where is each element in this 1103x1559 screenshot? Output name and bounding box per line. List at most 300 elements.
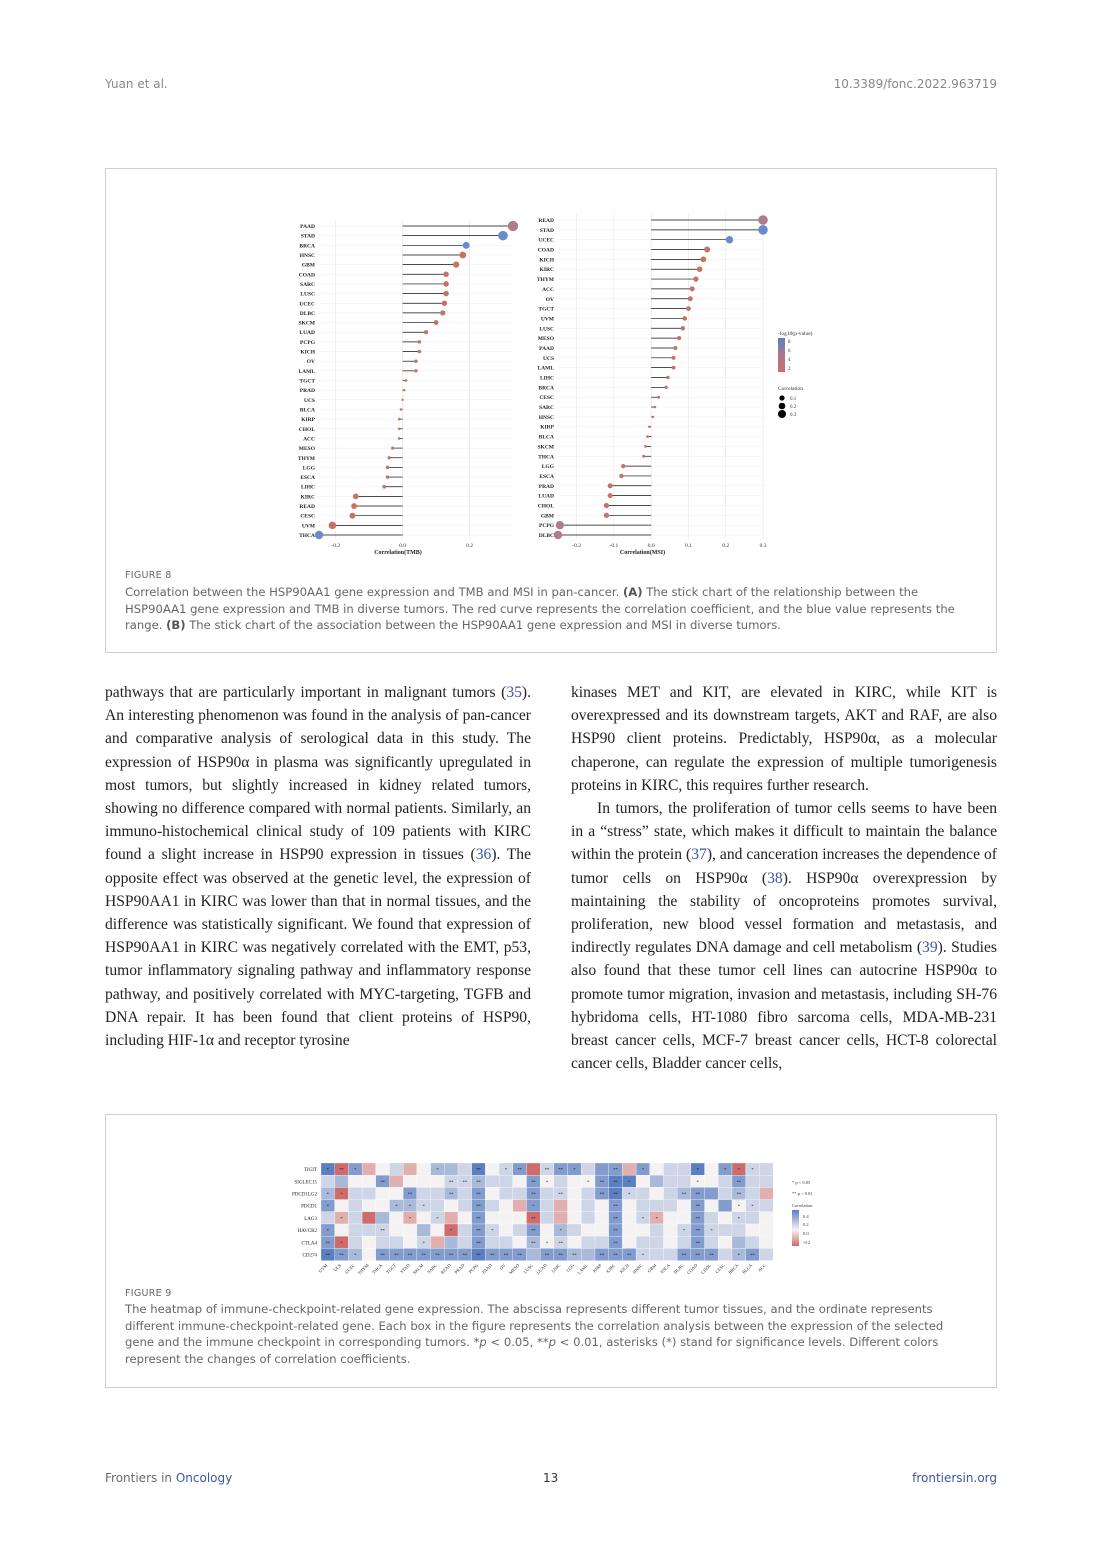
heatmap-row-label: SIGLEC15 [294, 1180, 317, 1186]
significance-mark: ** [448, 1191, 454, 1197]
heatmap-cell [362, 1200, 376, 1212]
category-label: PCPG [300, 339, 315, 346]
x-tick-label: 0.0 [399, 543, 407, 549]
heatmap-cell [650, 1236, 664, 1248]
lollipop-dot [697, 266, 703, 272]
heatmap-cell [513, 1175, 527, 1187]
significance-mark: * [628, 1179, 631, 1185]
legend-size-title: Correlation [778, 386, 804, 392]
heatmap-cell [485, 1212, 499, 1224]
category-label: DLBC [538, 533, 554, 539]
category-label: UCS [542, 355, 554, 362]
lollipop-dot [414, 360, 417, 363]
category-label: OV [545, 296, 554, 303]
lollipop-dot [690, 286, 695, 291]
category-label: CESC [300, 513, 315, 520]
category-label: PCPG [539, 523, 554, 530]
heatmap-cell [417, 1224, 431, 1236]
heatmap-cell [622, 1224, 636, 1236]
category-label: THCA [538, 454, 554, 461]
heatmap-cell [458, 1200, 472, 1212]
legend-heat-colorbar [792, 1210, 799, 1246]
category-label: SKCM [537, 444, 554, 451]
heatmap-cell [732, 1224, 746, 1236]
heatmap-cell [581, 1200, 595, 1212]
significance-mark: * [710, 1228, 713, 1234]
heatmap-cell [417, 1212, 431, 1224]
heatmap-cell [622, 1200, 636, 1212]
significance-mark: * [545, 1179, 549, 1185]
heatmap-cell [581, 1248, 595, 1260]
heatmap-column-label: ACC [756, 1262, 767, 1273]
lollipop-dot [418, 350, 422, 354]
legend-size-label: 0.3 [790, 413, 797, 418]
x-axis-label: Correlation(MSI) [619, 550, 666, 556]
heatmap-column-label: MESO [507, 1262, 521, 1276]
figure-8-caption [125, 584, 974, 634]
significance-mark: ** [627, 1252, 632, 1258]
heatmap-cell [362, 1163, 376, 1175]
heatmap-column-label: PAAD [481, 1262, 493, 1275]
category-label: SKCM [298, 320, 315, 327]
heatmap-column-label: KIRP [591, 1262, 603, 1274]
category-label: LAML [298, 368, 315, 375]
heatmap-cell [321, 1175, 335, 1187]
lollipop-dot [329, 522, 336, 529]
category-label: MESO [537, 336, 554, 343]
heatmap-cell [417, 1187, 431, 1199]
significance-mark: ** [448, 1179, 454, 1185]
heatmap-cell [458, 1236, 472, 1248]
lollipop-dot [619, 474, 623, 478]
heatmap-cell [540, 1224, 554, 1236]
heatmap-row-label: PDCD1LG2 [291, 1192, 317, 1198]
lollipop-dot [677, 336, 681, 340]
heatmap-cell [664, 1175, 678, 1187]
significance-mark: ** [709, 1252, 714, 1258]
x-tick-label: 0.0 [647, 543, 655, 549]
significance-mark: ** [613, 1228, 618, 1234]
category-label: THYM [297, 455, 315, 462]
significance-mark: * [737, 1215, 740, 1221]
heatmap-cell [581, 1224, 595, 1236]
heatmap-cell [376, 1212, 390, 1224]
significance-mark: * [724, 1167, 727, 1173]
heatmap-cell [513, 1212, 527, 1224]
significance-mark: ** [558, 1252, 563, 1258]
category-label: SARC [300, 281, 315, 288]
heatmap-cell [335, 1175, 349, 1187]
significance-mark: ** [572, 1252, 577, 1258]
heatmap-cell [664, 1200, 678, 1212]
caption-panel-a-tag: (A) [622, 585, 643, 599]
significance-mark: ** [407, 1252, 413, 1258]
lollipop-dot [652, 416, 655, 419]
legend-heat-tick: 0.2 [803, 1222, 809, 1227]
significance-mark: * [491, 1228, 494, 1234]
heatmap-cell [718, 1212, 732, 1224]
heatmap-column-label: UVM [317, 1262, 329, 1274]
category-label: HNSC [538, 414, 554, 421]
heatmap-cell [664, 1187, 678, 1199]
heatmap-grid [292, 1163, 773, 1276]
category-label: UVM [301, 523, 315, 530]
category-label: CHOL [537, 503, 554, 510]
heatmap-cell [664, 1163, 678, 1175]
body-column-right [571, 681, 997, 1075]
figure-9-heatmap [106, 1115, 996, 1285]
significance-mark: ** [407, 1191, 413, 1197]
figure-9-label: FIGURE 9 [125, 1288, 172, 1299]
significance-mark: * [751, 1203, 754, 1209]
lollipop-dot [688, 296, 693, 301]
x-tick-label: -0.2 [572, 543, 581, 549]
footer-journal-name[interactable]: Oncology [175, 1471, 233, 1485]
heatmap-cell [513, 1187, 527, 1199]
caption-text: Correlation between the HSP90AA1 gene expression and TMB and MSI in pan-cancer. [125, 585, 623, 599]
significance-mark: ** [695, 1215, 700, 1221]
lollipop-dot [315, 531, 323, 539]
heatmap-cell [485, 1236, 499, 1248]
heatmap-column-label: PRAD [453, 1262, 466, 1275]
heatmap-cell [568, 1212, 582, 1224]
citation-link[interactable]: 39 [922, 939, 938, 957]
lollipop-dot [686, 306, 691, 311]
legend-heat-tick: -0.2 [803, 1240, 811, 1245]
significance-mark: ** [448, 1252, 454, 1258]
heatmap-cell [554, 1212, 568, 1224]
heatmap-cell [362, 1236, 376, 1248]
citation-link[interactable]: 35 [506, 684, 522, 701]
significance-mark: ** [325, 1252, 331, 1258]
lollipop-dot [644, 445, 647, 448]
heatmap-cell [595, 1212, 609, 1224]
heatmap-cell [636, 1187, 650, 1199]
heatmap-cell [664, 1236, 678, 1248]
heatmap-cell [622, 1163, 636, 1175]
category-label: KIRP [301, 417, 315, 424]
lollipop-dot [388, 456, 391, 459]
heatmap-cell [705, 1187, 719, 1199]
heatmap-cell [636, 1236, 650, 1248]
running-header-doi: 10.3389/fonc.2022.963719 [833, 77, 997, 91]
legend-colorbar [778, 338, 785, 372]
caption-text: < 0.05, ** [486, 1335, 549, 1350]
significance-mark: ** [750, 1252, 755, 1258]
significance-mark: * [395, 1203, 398, 1209]
lollipop-dot [604, 513, 609, 518]
heatmap-row-label: HAVCR2 [297, 1229, 317, 1235]
significance-mark: * [559, 1228, 562, 1234]
paragraph [105, 681, 531, 1052]
heatmap-column-label: LAML [576, 1262, 589, 1276]
significance-mark: ** [695, 1191, 700, 1197]
text: ). An interesting phenomenon was found in the analysis of pan-cancer and comparative analysis of serological data in this study. The expression of HSP90α in plasma was significantly upregulated in most tumors, but slightly increased in kidney related tumors, showing no difference compared with normal patients. Similarly, an immuno-histochemical clinical study of 109 patients with KIRC found a slight increase in HSP90 expression in tissues ( [105, 684, 531, 864]
legend-color-title: -log10(p-value) [778, 331, 813, 337]
significance-mark: * [682, 1228, 686, 1234]
category-label: BRCA [538, 385, 554, 392]
category-label: BRCA [299, 243, 315, 250]
significance-mark: * [422, 1240, 425, 1246]
heatmap-cell [499, 1236, 513, 1248]
heatmap-column-label: DLBC [672, 1262, 685, 1275]
heatmap-cell [348, 1236, 362, 1248]
legend-size-dot [779, 395, 784, 400]
significance-mark: * [436, 1215, 439, 1221]
significance-mark: ** [695, 1203, 700, 1209]
heatmap-column-label: LGG [565, 1262, 576, 1273]
lollipop-dot [700, 256, 706, 262]
heatmap-cell [390, 1187, 404, 1199]
heatmap-cell [348, 1212, 362, 1224]
significance-mark: ** [531, 1191, 536, 1197]
significance-mark: * [641, 1215, 645, 1221]
category-label: CESC [539, 395, 554, 402]
figure-9 [105, 1114, 997, 1388]
heatmap-cell [759, 1236, 773, 1248]
category-label: PAAD [539, 345, 554, 352]
heatmap-cell [540, 1212, 554, 1224]
significance-mark: ** [599, 1191, 605, 1197]
significance-mark: ** [613, 1203, 618, 1209]
heatmap-cell [348, 1200, 362, 1212]
significance-mark: * [737, 1167, 740, 1173]
category-label: LIHC [300, 484, 315, 491]
heatmap-cell [650, 1163, 664, 1175]
heatmap-cell [499, 1224, 513, 1236]
heatmap-column-label: BRCA [727, 1262, 740, 1275]
lollipop-dot [401, 399, 403, 401]
legend-heat-tick: 0.4 [803, 1214, 809, 1219]
category-label: LUAD [299, 330, 315, 337]
heatmap-cell [362, 1212, 376, 1224]
significance-mark: * [326, 1203, 329, 1209]
significance-mark: * [641, 1252, 645, 1258]
heatmap-column-label: THYM [356, 1262, 370, 1276]
heatmap-cell [677, 1236, 691, 1248]
caption-p-symbol: p [479, 1335, 487, 1350]
heatmap-cell [527, 1248, 541, 1260]
lollipop-dot [673, 346, 677, 350]
lollipop-dot [443, 291, 449, 297]
lollipop-dot [459, 252, 466, 259]
heatmap-cell [650, 1200, 664, 1212]
lollipop-dot [642, 455, 645, 458]
heatmap-cell [568, 1175, 582, 1187]
heatmap-column-label: CESC [714, 1262, 726, 1275]
lollipop-dot [403, 389, 406, 392]
caption-text: < 0.01, asterisks (*) stand for significance levels. Different colors represent the changes of correlation coefficients. [125, 1335, 939, 1366]
significance-mark: ** [476, 1252, 481, 1258]
significance-mark: * [655, 1215, 658, 1221]
heatmap-cell [390, 1224, 404, 1236]
heatmap-cell [390, 1163, 404, 1175]
category-label: BLCA [299, 407, 315, 414]
significance-mark: ** [380, 1252, 385, 1258]
lollipop-dot [442, 301, 447, 306]
heatmap-cell [554, 1175, 568, 1187]
x-tick-label: 0.2 [722, 543, 730, 549]
significance-mark: ** [476, 1167, 481, 1173]
lollipop-dot [657, 396, 660, 399]
lollipop-dot [386, 466, 389, 469]
lollipop-dot [353, 493, 359, 499]
category-label: LIHC [539, 375, 554, 382]
lollipop-dot [400, 408, 403, 411]
heatmap-cell [718, 1175, 732, 1187]
significance-mark: ** [558, 1167, 563, 1173]
significance-mark: ** [476, 1228, 481, 1234]
heatmap-cell [718, 1224, 732, 1236]
category-label: GBM [301, 262, 315, 269]
category-label: KIRC [300, 494, 315, 501]
significance-mark: * [504, 1167, 508, 1173]
significance-mark: ** [380, 1179, 385, 1185]
significance-mark: * [354, 1167, 357, 1173]
heatmap-cell [622, 1236, 636, 1248]
heatmap-cell [581, 1212, 595, 1224]
caption-text: The stick chart of the relationship between the HSP90AA1 gene expression and TMB in diverse tumors. The red curve represents the correlation coefficient, and the blue value represents the range. [125, 585, 955, 633]
heatmap-cell [718, 1187, 732, 1199]
category-label: UCEC [538, 237, 554, 244]
significance-mark: * [751, 1167, 754, 1173]
text: In tumors, the proliferation of tumor cells seems to have been in a “stress” state, which makes it difficult to maintain the balance within the protein ( [571, 800, 997, 864]
heatmap-row-label: CTLA4 [301, 1241, 317, 1247]
heatmap-column-label: UCS [332, 1262, 343, 1273]
heatmap-cell [636, 1224, 650, 1236]
footer-site-link[interactable]: frontiersin.org [912, 1471, 997, 1485]
heatmap-cell [650, 1175, 664, 1187]
heatmap-cell [444, 1163, 458, 1175]
heatmap-cell [321, 1212, 335, 1224]
heatmap-column-label: BLCA [741, 1262, 754, 1275]
heatmap-cell [458, 1224, 472, 1236]
significance-mark: * [326, 1191, 329, 1197]
heatmap-cell [746, 1224, 760, 1236]
heatmap-cell [705, 1175, 719, 1187]
significance-mark: ** [462, 1179, 468, 1185]
lollipop-dot [758, 215, 768, 225]
heatmap-cell [554, 1200, 568, 1212]
legend-size-label: 0.1 [790, 397, 797, 402]
significance-mark: * [326, 1167, 329, 1173]
significance-mark: * [354, 1252, 357, 1258]
heatmap-cell [677, 1212, 691, 1224]
legend-color-tick: 6 [788, 349, 791, 354]
text: ). HSP90α overexpression by maintaining the stability of oncoproteins promotes survival, proliferation, new blood vessel formation and metastasis, and indirectly regulates DNA damage and cell metabolism ( [571, 869, 997, 957]
significance-mark: * [408, 1215, 412, 1221]
heatmap-cell [513, 1236, 527, 1248]
heatmap-cell [485, 1175, 499, 1187]
category-label: BLCA [538, 434, 554, 441]
heatmap-cell [595, 1163, 609, 1175]
figure-9-caption [125, 1301, 974, 1367]
category-label: KIRC [539, 267, 554, 274]
lollipop-dot [405, 379, 408, 382]
heatmap-cell [431, 1236, 445, 1248]
significance-mark: ** [339, 1167, 344, 1173]
citation-link[interactable]: 37 [691, 846, 707, 864]
heatmap-cell [348, 1187, 362, 1199]
significance-mark: ** [736, 1191, 742, 1197]
significance-mark: * [450, 1228, 453, 1234]
heatmap-column-label: KIRC [605, 1262, 617, 1274]
lollipop-dot [604, 503, 609, 508]
footer-journal-prefix: Frontiers in [105, 1471, 176, 1485]
heatmap-cell [348, 1175, 362, 1187]
significance-mark: ** [544, 1252, 550, 1258]
lollipop-dot [621, 464, 625, 468]
heatmap-cell [718, 1200, 732, 1212]
heatmap-cell [759, 1163, 773, 1175]
significance-mark: ** [695, 1228, 700, 1234]
category-label: THYM [536, 277, 554, 284]
significance-mark: ** [558, 1240, 563, 1246]
heatmap-cell [403, 1236, 417, 1248]
category-label: UCEC [299, 301, 315, 308]
heatmap-column-label: HNSC [631, 1262, 644, 1275]
page-number: 13 [543, 1471, 559, 1485]
category-label: LUAD [538, 493, 554, 500]
heatmap-column-label: LIHC [550, 1262, 562, 1274]
figure-8 [105, 168, 997, 653]
citation-link[interactable]: 36 [475, 846, 492, 864]
significance-mark: ** [394, 1252, 399, 1258]
caption-panel-b-tag: (B) [166, 618, 186, 633]
lollipop-dot [554, 531, 562, 539]
heatmap-cell [581, 1236, 595, 1248]
lollipop-dot [391, 447, 394, 450]
lollipop-chart-tmb [298, 220, 518, 556]
significance-mark: ** [613, 1215, 618, 1221]
lollipop-dot [382, 485, 386, 489]
lollipop-dot [443, 281, 449, 287]
category-label: UCS [303, 397, 315, 404]
significance-mark: ** [339, 1252, 344, 1258]
significance-mark: ** [544, 1167, 550, 1173]
heatmap-cell [403, 1175, 417, 1187]
lollipop-dot [556, 521, 564, 529]
citation-link[interactable]: 38 [767, 869, 783, 887]
heatmap-cell [759, 1212, 773, 1224]
body-column-left [105, 681, 531, 1052]
significance-mark: * [422, 1203, 425, 1209]
text: ). Studies also found that these tumor cell lines can autocrine HSP90α to promote tumor migration, invasion and metastasis, including SH-76 hybridoma cells, HT-1080 fibro sarcoma cells, MDA-MB-231 breast cancer cells, MCF-7 breast cancer cells, HCT-8 colorectal cancer cells, Bladder cancer cells, [571, 939, 997, 1073]
significance-mark: ** [476, 1240, 481, 1246]
heatmap-cell [417, 1163, 431, 1175]
lollipop-dot [672, 366, 676, 370]
significance-mark: ** [599, 1179, 605, 1185]
significance-mark: * [737, 1252, 740, 1258]
figure-8-label: FIGURE 8 [125, 570, 172, 581]
heatmap-cell [677, 1200, 691, 1212]
heatmap-column-label: ESCA [659, 1262, 672, 1275]
category-label: UVM [540, 316, 554, 323]
legend-sig-1: * p < 0.05 [792, 1180, 811, 1185]
heatmap-cell [759, 1187, 773, 1199]
category-label: KICH [539, 257, 554, 264]
heatmap-cell [403, 1163, 417, 1175]
x-tick-label: 0.1 [685, 543, 692, 549]
heatmap-cell [390, 1175, 404, 1187]
heatmap-cell [444, 1236, 458, 1248]
heatmap-row-label: LAG3 [304, 1216, 317, 1222]
lollipop-dot [726, 236, 733, 243]
legend-color-tick: 4 [788, 358, 791, 363]
lollipop-dot [758, 225, 768, 235]
heatmap-cell [458, 1212, 472, 1224]
heatmap-cell [718, 1236, 732, 1248]
